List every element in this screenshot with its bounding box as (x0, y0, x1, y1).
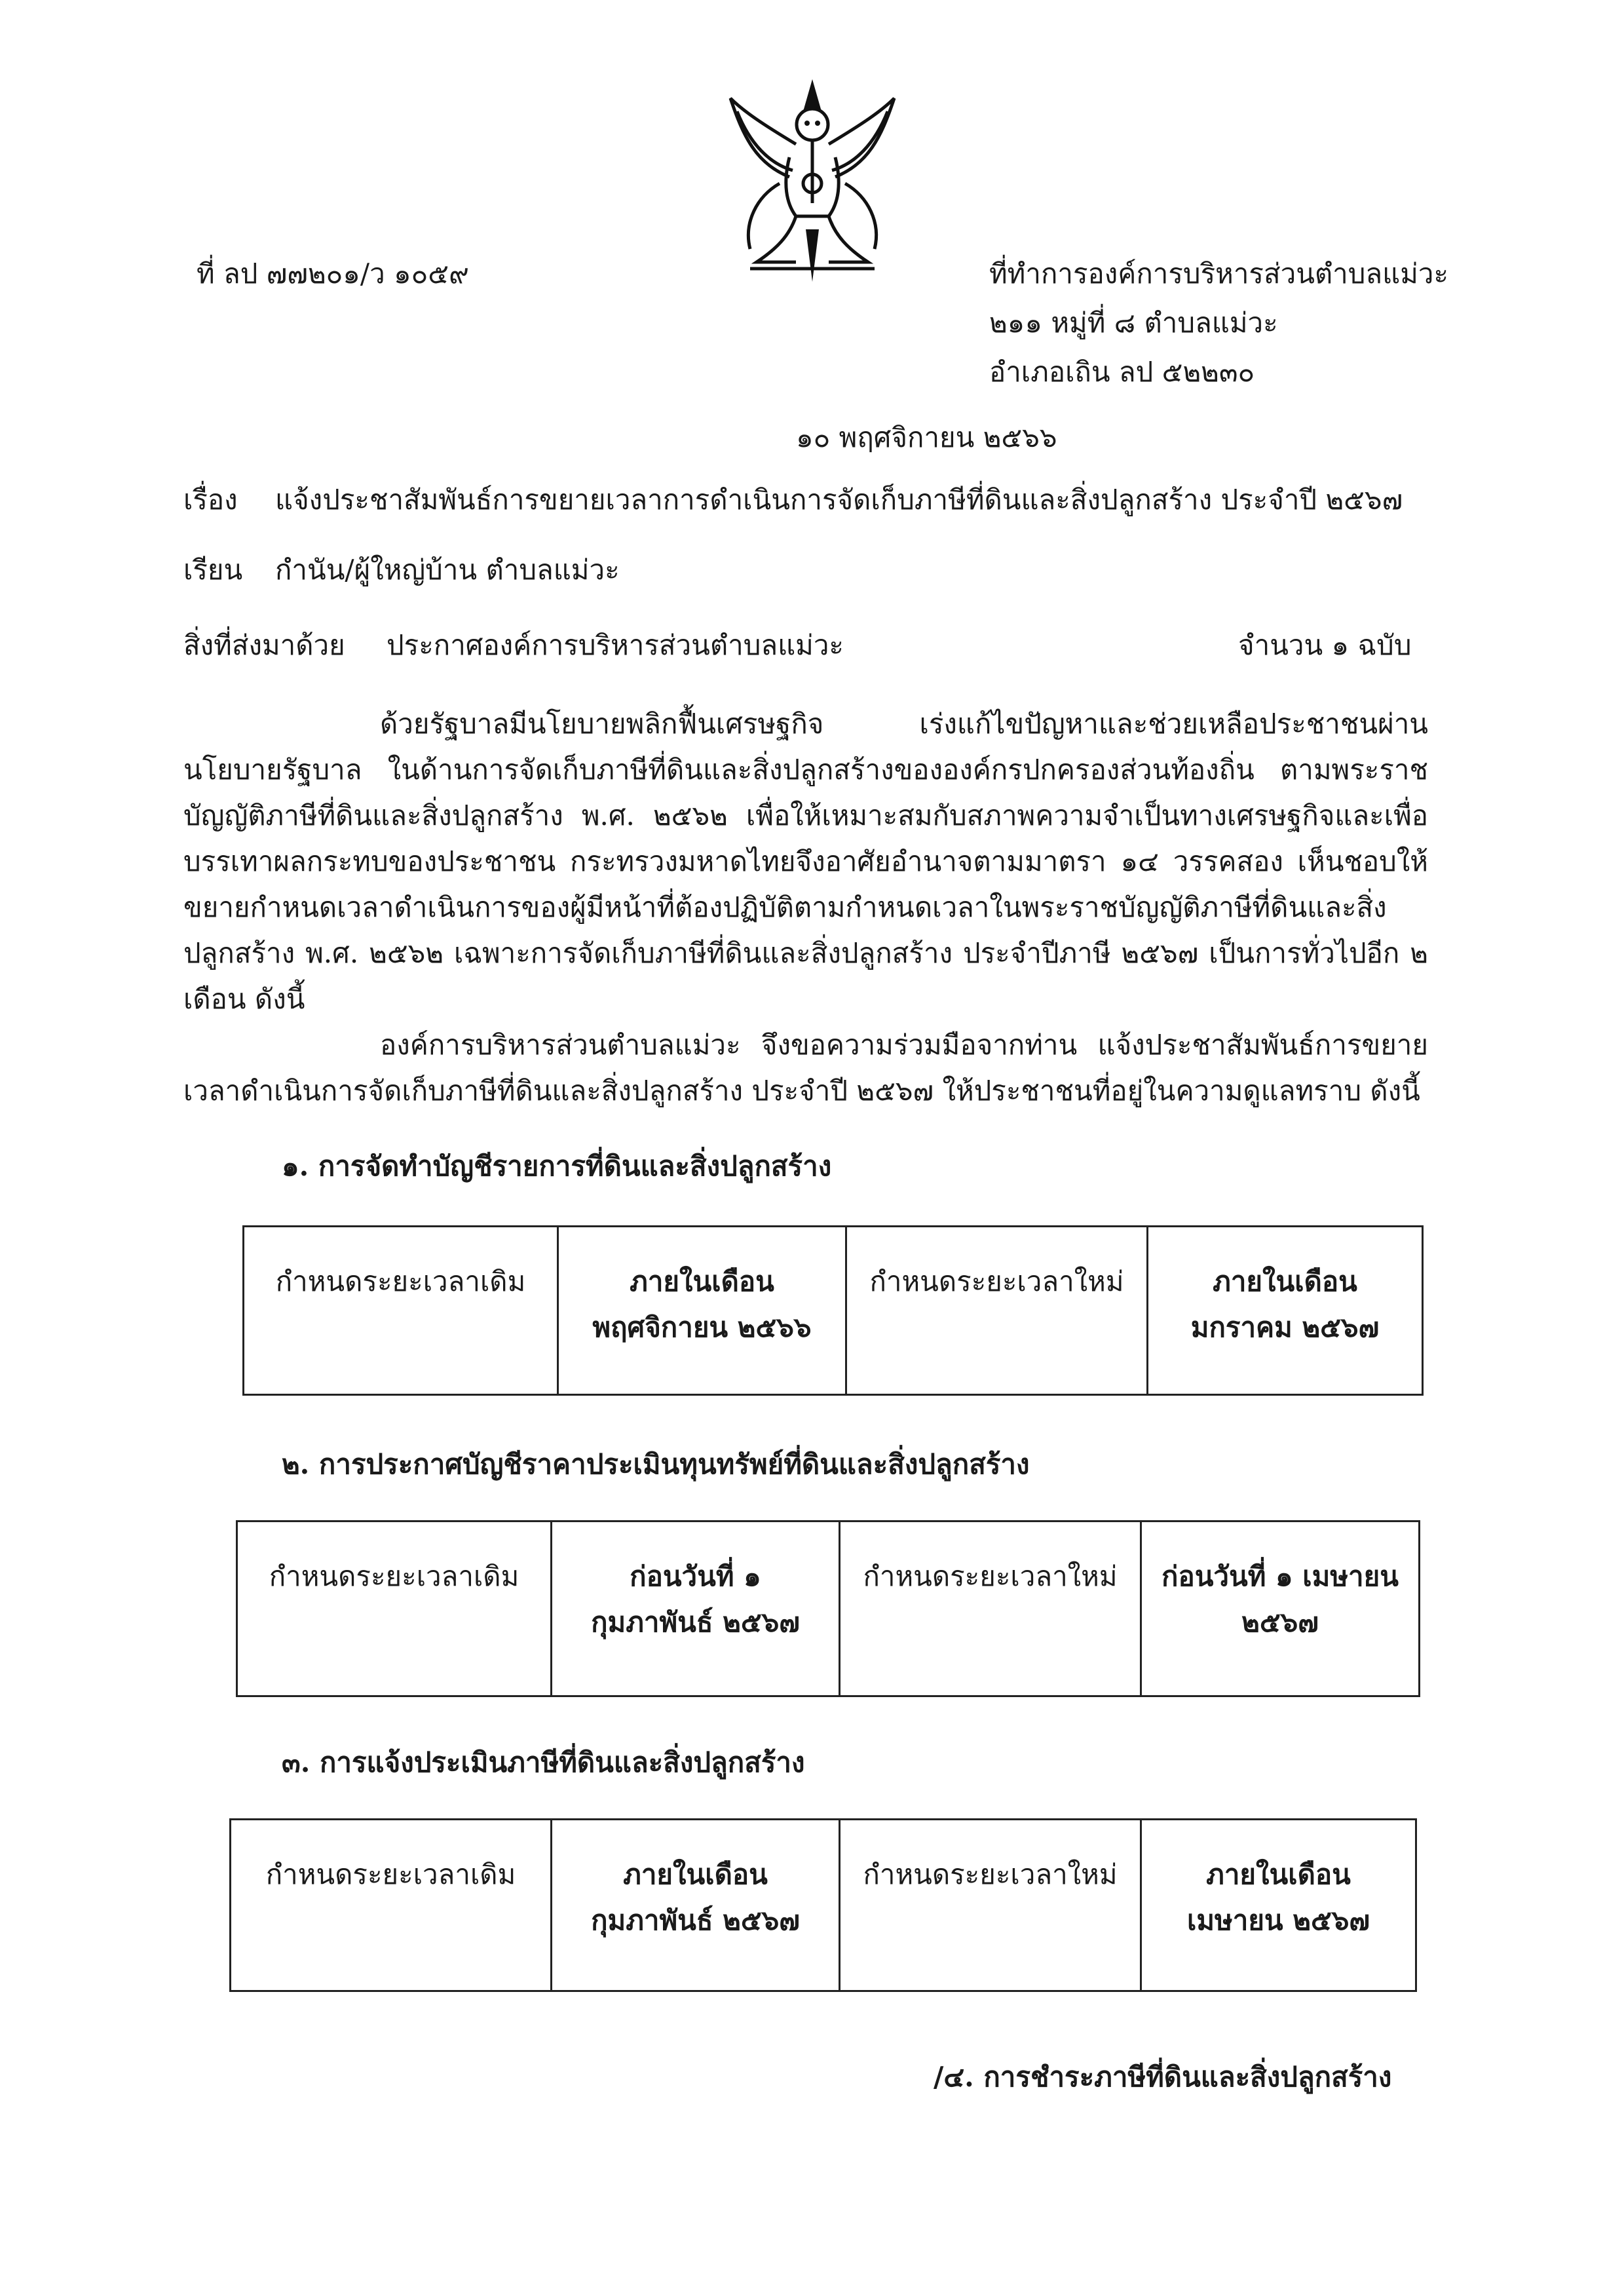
new-period-label: กำหนดระยะเวลาใหม่ (846, 1227, 1148, 1395)
recipient-label: เรียน (183, 554, 243, 586)
section-3-table (229, 1818, 1417, 1992)
section-2-heading: ๒. การประกาศบัญชีราคาประเมินทุนทรัพย์ที่ดินและสิ่งปลูกสร้าง (282, 1448, 1030, 1480)
new-period-label: กำหนดระยะเวลาใหม่ (840, 1820, 1141, 1991)
recipient-text: กำนัน/ผู้ใหญ่บ้าน ตำบลแม่วะ (275, 554, 620, 586)
old-period-label: กำหนดระยะเวลาเดิม (231, 1820, 552, 1991)
section-1-heading: ๑. การจัดทำบัญชีรายการที่ดินและสิ่งปลูกสร้าง (282, 1150, 832, 1182)
body-paragraph-2-text: องค์การบริหารส่วนตำบลแม่วะ จึงขอความร่วมมือจากท่าน แจ้งประชาสัมพันธ์การขยายเวลาดำเนินการจัดเก็บภาษีที่ดินและสิ่งปลูกสร้าง ประจำปี ๒๕๖๗ ให้ประชาชนที่อยู่ในความดูแลทราบ ดังนี้ (183, 1029, 1428, 1107)
old-period-value: ภายในเดือน กุมภาพันธ์ ๒๕๖๗ (552, 1820, 840, 1991)
body-paragraph-1-text: ด้วยรัฐบาลมีนโยบายพลิกฟื้นเศรษฐกิจ เร่งแก้ไขปัญหาและช่วยเหลือประชาชนผ่านนโยบายรัฐบาล ในด้านการจัดเก็บภาษีที่ดินและสิ่งปลูกสร้างขององค์กรปกครองส่วนท้องถิ่น ตามพระราชบัญญัติภาษีที่ดินและสิ่งปลูกสร้าง พ.ศ. ๒๕๖๒ เพื่อให้เหมาะสมกับสภาพความจำเป็นทางเศรษฐกิจและเพื่อบรรเทาผลกระทบของประชาชน กระทรวงมหาดไทยจึงอาศัยอำนาจตามมาตรา ๑๔ วรรคสอง เห็นชอบให้ขยายกำหนดเวลาดำเนินการของผู้มีหน้าที่ต้องปฏิบัติตามกำหนดเวลาในพระราชบัญญัติภาษีที่ดินและสิ่งปลูกสร้าง พ.ศ. ๒๕๖๒ เฉพาะการจัดเก็บภาษีที่ดินและสิ่งปลูกสร้าง ประจำปีภาษี ๒๕๖๗ เป็นการทั่วไปอีก ๒ เดือน ดังนี้ (183, 708, 1428, 1015)
new-period-value: ภายในเดือน เมษายน ๒๕๖๗ (1141, 1820, 1416, 1991)
old-period-label: กำหนดระยะเวลาเดิม (237, 1521, 552, 1696)
address-line-1: ที่ทำการองค์การบริหารส่วนตำบลแม่วะ (989, 258, 1449, 290)
new-period-label: กำหนดระยะเวลาใหม่ (840, 1521, 1141, 1696)
section-2-table (236, 1520, 1420, 1697)
address-line-3: อำเภอเถิน ลป ๕๒๒๓๐ (989, 356, 1255, 388)
enclosure-count: จำนวน ๑ ฉบับ (1238, 629, 1412, 661)
body-paragraph-1 (183, 701, 1428, 1022)
section-1-table (242, 1225, 1424, 1396)
enclosure-text: ประกาศองค์การบริหารส่วนตำบลแม่วะ (387, 629, 844, 661)
new-period-value: ก่อนวันที่ ๑ เมษายน ๒๕๖๗ (1141, 1521, 1420, 1696)
old-period-value: ก่อนวันที่ ๑ กุมภาพันธ์ ๒๕๖๗ (552, 1521, 840, 1696)
document-date: ๑๐ พฤศจิกายน ๒๕๖๖ (796, 421, 1057, 453)
continuation-note: /๔. การชำระภาษีที่ดินและสิ่งปลูกสร้าง (934, 2061, 1392, 2093)
garuda-emblem-icon (717, 72, 907, 288)
old-period-value: ภายในเดือน พฤศจิกายน ๒๕๖๖ (558, 1227, 846, 1395)
address-line-2: ๒๑๑ หมู่ที่ ๘ ตำบลแม่วะ (989, 307, 1278, 339)
new-period-value: ภายในเดือน มกราคม ๒๕๖๗ (1148, 1227, 1423, 1395)
body-paragraph-2 (183, 1022, 1428, 1114)
subject-text: แจ้งประชาสัมพันธ์การขยายเวลาการดำเนินการจัดเก็บภาษีที่ดินและสิ่งปลูกสร้าง ประจำปี ๒๕๖๗ (275, 484, 1403, 516)
subject-label: เรื่อง (183, 484, 238, 516)
old-period-label: กำหนดระยะเวลาเดิม (244, 1227, 558, 1395)
reference-number: ที่ ลป ๗๗๒๐๑/ว ๑๐๕๙ (197, 258, 469, 290)
enclosure-label: สิ่งที่ส่งมาด้วย (183, 629, 345, 661)
section-3-heading: ๓. การแจ้งประเมินภาษีที่ดินและสิ่งปลูกสร้าง (282, 1746, 805, 1778)
